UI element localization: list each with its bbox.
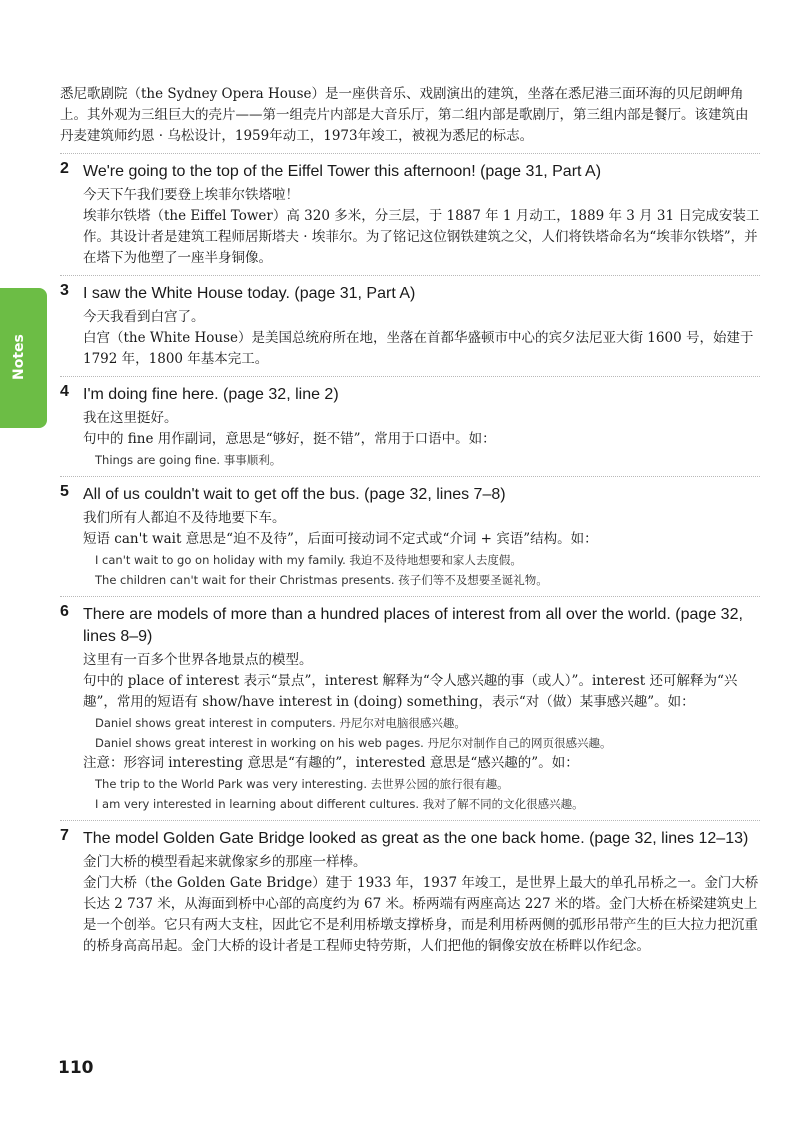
example-sentence: I am very interested in learning about different cultures. 我对了解不同的文化很感兴趣。 [95, 797, 584, 811]
english-sentence: We're going to the top of the Eiffel Tower this afternoon! (page 31, Part A) [83, 163, 602, 180]
english-sentence: There are models of more than a hundred places of interest from all over the world. (page 32, lines 8–9) [83, 606, 743, 645]
english-sentence: I saw the White House today. (page 31, Part A) [83, 285, 416, 302]
chinese-explanation: 今天下午我们要登上埃菲尔铁塔啦！ [83, 187, 299, 203]
example-sentence: The children can't wait for their Christmas presents. 孩子们等不及想要圣诞礼物。 [95, 573, 548, 587]
note-number: 5 [60, 483, 69, 500]
note-item [60, 820, 760, 957]
chinese-explanation: 短语 can't wait 意思是“迫不及待”，后面可接动词不定式或“介词 + 宾语”结构。如： [83, 531, 598, 547]
example-sentence: I can't wait to go on holiday with my family. 我迫不及待地想要和家人去度假。 [95, 553, 522, 567]
note-body [83, 484, 760, 590]
chinese-explanation: 今天我看到白宫了。 [83, 309, 205, 325]
notes-content [60, 84, 760, 957]
chinese-explanation: 埃菲尔铁塔（the Eiffel Tower）高 320 多米，分三层，于 1887 年 1 月动工，1889 年 3 月 31 日完成安装工作。其设计者是建筑工程师居斯塔夫 · 埃菲尔。为了铭记这位钢铁建筑之父，人们将铁塔命名为“埃菲尔铁塔”，并在塔下为他塑了一座半身铜像。 [83, 208, 760, 266]
english-sentence: I'm doing fine here. (page 32, line 2) [83, 386, 339, 403]
chinese-explanation: 我们所有人都迫不及待地要下车。 [83, 510, 286, 526]
intro-paragraph: 悉尼歌剧院（the Sydney Opera House）是一座供音乐、戏剧演出的建筑，坐落在悉尼港三面环海的贝尼朗岬角上。其外观为三组巨大的壳片——第一组壳片内部是大音乐厅，第二组内部是歌剧厅，第三组内部是餐厅。该建筑由丹麦建筑师约恩 · 乌松设计，1959年动工，1973年竣工，被视为悉尼的标志。 [60, 86, 749, 144]
note-body [83, 161, 760, 269]
note-number: 6 [60, 603, 69, 620]
chinese-explanation: 白宫（the White House）是美国总统府所在地，坐落在首都华盛顿市中心的宾夕法尼亚大街 1600 号，始建于 1792 年，1800 年基本完工。 [83, 330, 754, 367]
note-number: 7 [60, 827, 69, 844]
example-sentence: Things are going fine. 事事顺利。 [95, 453, 282, 467]
notes-tab-label: Notes [11, 334, 27, 380]
note-body [83, 384, 760, 470]
note-body [83, 828, 760, 957]
note-item [60, 376, 760, 470]
english-sentence: The model Golden Gate Bridge looked as great as the one back home. (page 32, lines 12–13) [83, 830, 749, 847]
note-number: 2 [60, 160, 69, 177]
notes-list [60, 153, 760, 957]
example-sentence: The trip to the World Park was very interesting. 去世界公园的旅行很有趣。 [95, 777, 509, 791]
example-sentence: Daniel shows great interest in working on his web pages. 丹尼尔对制作自己的网页很感兴趣。 [95, 736, 612, 750]
note-item [60, 596, 760, 814]
example-sentence: Daniel shows great interest in computers. 丹尼尔对电脑很感兴趣。 [95, 716, 466, 730]
notes-side-tab [0, 288, 47, 428]
chinese-explanation: 金门大桥（the Golden Gate Bridge）建于 1933 年，1937 年竣工，是世界上最大的单孔吊桥之一。金门大桥长达 2 737 米，从海面到桥中心部的高度约为 67 米。桥两端有两座高达 227 米的塔。金门大桥在桥梁建筑史上是一个创举。它只有两大支柱，因此它不是利用桥墩支撑桥身，而是利用桥两侧的弧形吊带产生的巨大拉力把沉重的桥身高高吊起。金门大桥的设计者是工程师史特劳斯，人们把他的铜像安放在桥畔以作纪念。 [83, 875, 759, 954]
page-number: 110 [58, 1058, 94, 1078]
chinese-explanation: 句中的 fine 用作副词，意思是“够好，挺不错”，常用于口语中。如： [83, 431, 496, 447]
chinese-explanation: 我在这里挺好。 [83, 410, 178, 426]
english-sentence: All of us couldn't wait to get off the bus. (page 32, lines 7–8) [83, 486, 506, 503]
note-body [83, 283, 760, 370]
chinese-explanation: 句中的 place of interest 表示“景点”，interest 解释为“令人感兴趣的事（或人）”。interest 还可解释为“兴趣”，常用的短语有 show/have interest in (doing) something，表示“对（做）某事感兴趣”。如： [83, 673, 738, 710]
chinese-explanation: 注意：形容词 interesting 意思是“有趣的”，interested 意思是“感兴趣的”。如： [83, 755, 579, 771]
chinese-explanation: 金门大桥的模型看起来就像家乡的那座一样棒。 [83, 854, 367, 870]
chinese-explanation: 这里有一百多个世界各地景点的模型。 [83, 652, 313, 668]
note-item [60, 275, 760, 370]
note-item [60, 153, 760, 269]
note-number: 3 [60, 282, 69, 299]
note-body [83, 604, 760, 814]
note-number: 4 [60, 383, 69, 400]
note-item [60, 476, 760, 590]
